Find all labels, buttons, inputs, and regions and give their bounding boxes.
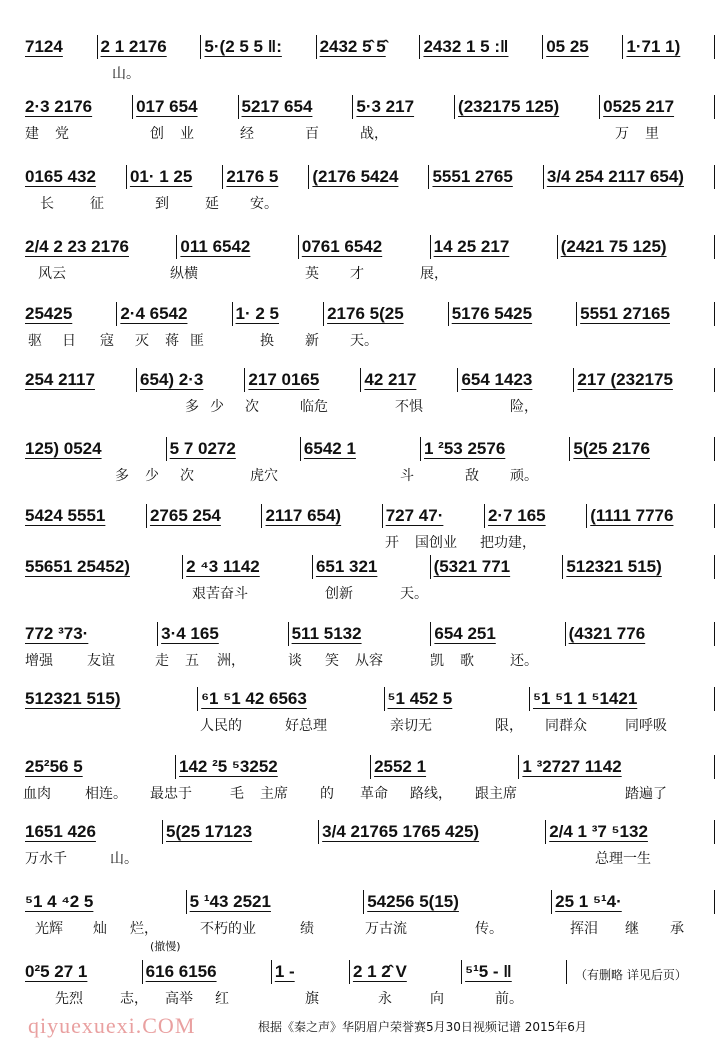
lyric: 的: [320, 786, 334, 802]
lyric: 永: [378, 991, 392, 1007]
measure: 5 7 0272: [167, 437, 301, 461]
lyric: 从容: [355, 653, 383, 669]
measure: 1651 426: [22, 820, 163, 844]
measure: (1111 7776: [587, 504, 715, 528]
lyric: 匪: [190, 333, 204, 349]
lyric: 多: [185, 399, 199, 415]
measure: 2/4 1 ³7 ⁵132: [546, 820, 715, 844]
lyric: 歌: [460, 653, 474, 669]
lyric: 还。: [510, 653, 538, 669]
measure: 2·3 2176: [22, 95, 133, 119]
lyric: 不朽的业: [200, 921, 256, 937]
lyric: 红: [215, 991, 229, 1007]
lyric: 安。: [250, 196, 278, 212]
measure: 5551 27165: [577, 302, 715, 326]
measure: ⁵1 4 ⁴2 5: [22, 890, 187, 914]
lyric: 凯: [430, 653, 444, 669]
staff-row: [22, 163, 715, 189]
lyric: 少: [210, 399, 224, 415]
measure: 3/4 21765 1765 425): [319, 820, 546, 844]
measure: 654 1423: [458, 368, 574, 392]
lyric: 山。: [112, 66, 140, 82]
measure: (2176 5424: [309, 165, 429, 189]
lyric: 日: [62, 333, 76, 349]
lyric: 前。: [495, 991, 523, 1007]
lyric: 寇: [100, 333, 114, 349]
lyric: 笑: [325, 653, 339, 669]
measure: 0165 432: [22, 165, 127, 189]
staff-row: [22, 753, 715, 779]
lyric: 亲切无: [390, 718, 432, 734]
lyric: 顽。: [510, 468, 538, 484]
lyric: 毛: [230, 786, 244, 802]
lyric: 驱: [28, 333, 42, 349]
measure: 654 251: [431, 622, 565, 646]
lyric: 建: [25, 126, 39, 142]
measure: 25 1 ⁵¹4·: [552, 890, 715, 914]
lyric: 长: [40, 196, 54, 212]
lyric: 踏遍了: [625, 786, 667, 802]
measure: 254 2117: [22, 368, 137, 392]
measure: ⁵1 452 5: [385, 687, 530, 711]
lyric: 天。: [350, 333, 378, 349]
measure: 2176 5(25: [324, 302, 449, 326]
measure: 1· 2 5: [233, 302, 325, 326]
lyric: 走: [155, 653, 169, 669]
staff-row: [22, 818, 715, 844]
lyric: 创: [150, 126, 164, 142]
lyric: 灿: [93, 921, 107, 937]
measure: 2 1 2176: [98, 35, 202, 59]
lyric: 蒋: [165, 333, 179, 349]
measure: 5·(2 5 5 ‖:: [201, 35, 316, 59]
lyric: 英: [305, 266, 319, 282]
lyric: 灭: [135, 333, 149, 349]
measure: 512321 515): [563, 555, 715, 579]
lyric: 最忠于: [150, 786, 192, 802]
lyric: 虎穴: [250, 468, 278, 484]
measure: ⁵¹5 - ‖: [462, 960, 567, 984]
omission-note: （有删略 详见后页）: [575, 968, 687, 982]
staff-row: [22, 958, 567, 984]
measure: 05 25: [543, 35, 623, 59]
measure: 5176 5425: [449, 302, 577, 326]
lyric: 敌: [465, 468, 479, 484]
measure: 2432 1 5 :‖: [420, 35, 543, 59]
lyric: 洲，: [217, 653, 245, 669]
lyric: 多: [115, 468, 129, 484]
measure: 2765 254: [147, 504, 263, 528]
lyric: 战，: [360, 126, 388, 142]
lyric: 同群众: [545, 718, 587, 734]
measure: 654) 2·3: [137, 368, 245, 392]
staff-row: [22, 620, 715, 646]
lyric: 光辉: [35, 921, 63, 937]
measure: ⁵1 ⁵1 1 ⁵1421: [530, 687, 715, 711]
lyric: 承: [670, 921, 684, 937]
measure: 54256 5(15): [364, 890, 552, 914]
lyric: 万水千: [25, 851, 67, 867]
lyric: 志，: [120, 991, 148, 1007]
measure: 5424 5551: [22, 504, 147, 528]
lyric: 少: [145, 468, 159, 484]
measure: 2 ⁴3 1142: [183, 555, 313, 579]
measure: 2176 5: [223, 165, 309, 189]
lyric: 挥泪: [570, 921, 598, 937]
lyric: 同呼吸: [625, 718, 667, 734]
measure: 1·71 1): [623, 35, 715, 59]
lyric: 高举: [165, 991, 193, 1007]
lyric: 总理一生: [595, 851, 651, 867]
measure: (5321 771: [431, 555, 564, 579]
measure: 651 321: [313, 555, 431, 579]
measure: 5·3 217: [353, 95, 455, 119]
measure: 6542 1: [301, 437, 421, 461]
lyric: 次: [180, 468, 194, 484]
measure: 1 -: [272, 960, 350, 984]
measure: 0525 217: [600, 95, 715, 119]
measure: 55651 25452): [22, 555, 183, 579]
lyric: 继: [625, 921, 639, 937]
lyric: 血肉: [23, 786, 51, 802]
lyric: 五: [185, 653, 199, 669]
measure: 01· 1 25: [127, 165, 223, 189]
staff-row: [22, 685, 715, 711]
lyric: 限，: [495, 718, 523, 734]
measure: 2·4 6542: [117, 302, 232, 326]
lyric: 艰苦奋斗: [192, 586, 248, 602]
lyric: 天。: [400, 586, 428, 602]
lyric: 烂，: [130, 921, 158, 937]
lyric: 经: [240, 126, 254, 142]
measure: 5217 654: [239, 95, 354, 119]
lyric: 路线，: [410, 786, 452, 802]
staff-row: [22, 300, 715, 326]
staff-row: [22, 33, 715, 59]
measure: 0²5 27 1: [22, 960, 143, 984]
lyric: 创新: [325, 586, 353, 602]
lyric: 开: [385, 535, 399, 551]
lyric: 延: [205, 196, 219, 212]
lyric: 人民的: [200, 718, 242, 734]
lyric: 到: [155, 196, 169, 212]
lyric: 向: [430, 991, 444, 1007]
lyric: 险，: [510, 399, 538, 415]
measure: 727 47·: [383, 504, 485, 528]
measure: 2552 1: [371, 755, 519, 779]
measure: 511 5132: [289, 622, 432, 646]
lyric: 国创业: [415, 535, 457, 551]
lyric: 新: [305, 333, 319, 349]
staff-row: [22, 366, 715, 392]
measure: 5(25 17123: [163, 820, 319, 844]
measure: 5551 2765: [429, 165, 543, 189]
measure: 217 (232175: [574, 368, 715, 392]
measure: 512321 515): [22, 687, 198, 711]
staff-row: [22, 233, 715, 259]
lyric: 把功建，: [480, 535, 536, 551]
staff-row: [22, 553, 715, 579]
lyric: 旗: [305, 991, 319, 1007]
lyric: 纵横: [170, 266, 198, 282]
measure: 25425: [22, 302, 117, 326]
lyric: 里: [645, 126, 659, 142]
measure: 5 ¹43 2521: [187, 890, 365, 914]
lyric: 相连。: [85, 786, 127, 802]
lyric: 先烈: [55, 991, 83, 1007]
measure: 2432 5̂ 5̂: [317, 35, 421, 59]
lyric: 临危: [300, 399, 328, 415]
source-footer: 根据《秦之声》华阴眉户荣誉赛5月30日视频记谱 2015年6月: [258, 1020, 587, 1034]
measure: 3/4 254 2117 654): [544, 165, 715, 189]
measure: (232175 125): [455, 95, 600, 119]
measure: 7124: [22, 35, 98, 59]
measure: 2·7 165: [485, 504, 587, 528]
lyric: 百: [305, 126, 319, 142]
lyric: 业: [180, 126, 194, 142]
measure: 2117 654): [262, 504, 382, 528]
lyric: 次: [245, 399, 259, 415]
staff-row: [22, 888, 715, 914]
lyric: 增强: [25, 653, 53, 669]
measure: (2421 75 125): [558, 235, 715, 259]
staff-row: [22, 435, 715, 461]
lyric: 跟主席: [475, 786, 517, 802]
measure: 25²56 5: [22, 755, 176, 779]
lyric: 主席: [260, 786, 288, 802]
measure: 42 217: [361, 368, 458, 392]
measure: 125) 0524: [22, 437, 167, 461]
lyric: 革命: [360, 786, 388, 802]
lyric: 换: [260, 333, 274, 349]
staff-row: [22, 502, 715, 528]
measure: 616 6156: [143, 960, 272, 984]
measure: 2/4 2 23 2176: [22, 235, 177, 259]
measure: 14 25 217: [431, 235, 558, 259]
lyric: 展，: [420, 266, 448, 282]
measure: 1 ³2727 1142: [519, 755, 715, 779]
lyric: 谈: [288, 653, 302, 669]
measure: 772 ³73·: [22, 622, 158, 646]
measure: 5(25 2176: [570, 437, 715, 461]
lyric: 好总理: [285, 718, 327, 734]
measure: 217 0165: [245, 368, 361, 392]
lyric: 党: [55, 126, 69, 142]
lyric: 友谊: [87, 653, 115, 669]
measure: 1 ²53 2576: [421, 437, 570, 461]
lyric: 风云: [38, 266, 66, 282]
lyric: 万: [615, 126, 629, 142]
lyric: 不惧: [395, 399, 423, 415]
lyric: 山。: [110, 851, 138, 867]
lyric: 绩: [300, 921, 314, 937]
lyric: 万古流: [365, 921, 407, 937]
staff-row: [22, 93, 715, 119]
lyric: 才: [350, 266, 364, 282]
measure: 017 654: [133, 95, 238, 119]
tempo-mark: (撤慢): [150, 940, 181, 953]
measure: 0761 6542: [299, 235, 431, 259]
lyric: 征: [90, 196, 104, 212]
lyric: 传。: [475, 921, 503, 937]
watermark-logo: qiyuexuexi.COM: [28, 1013, 196, 1038]
measure: (4321 776: [566, 622, 715, 646]
measure: 011 6542: [177, 235, 298, 259]
lyric: 斗: [400, 468, 414, 484]
measure: 142 ²5 ⁵3252: [176, 755, 371, 779]
measure: 3·4 165: [158, 622, 288, 646]
measure: 2 1 2̂ V: [350, 960, 462, 984]
measure: ⁶1 ⁵1 42 6563: [198, 687, 384, 711]
